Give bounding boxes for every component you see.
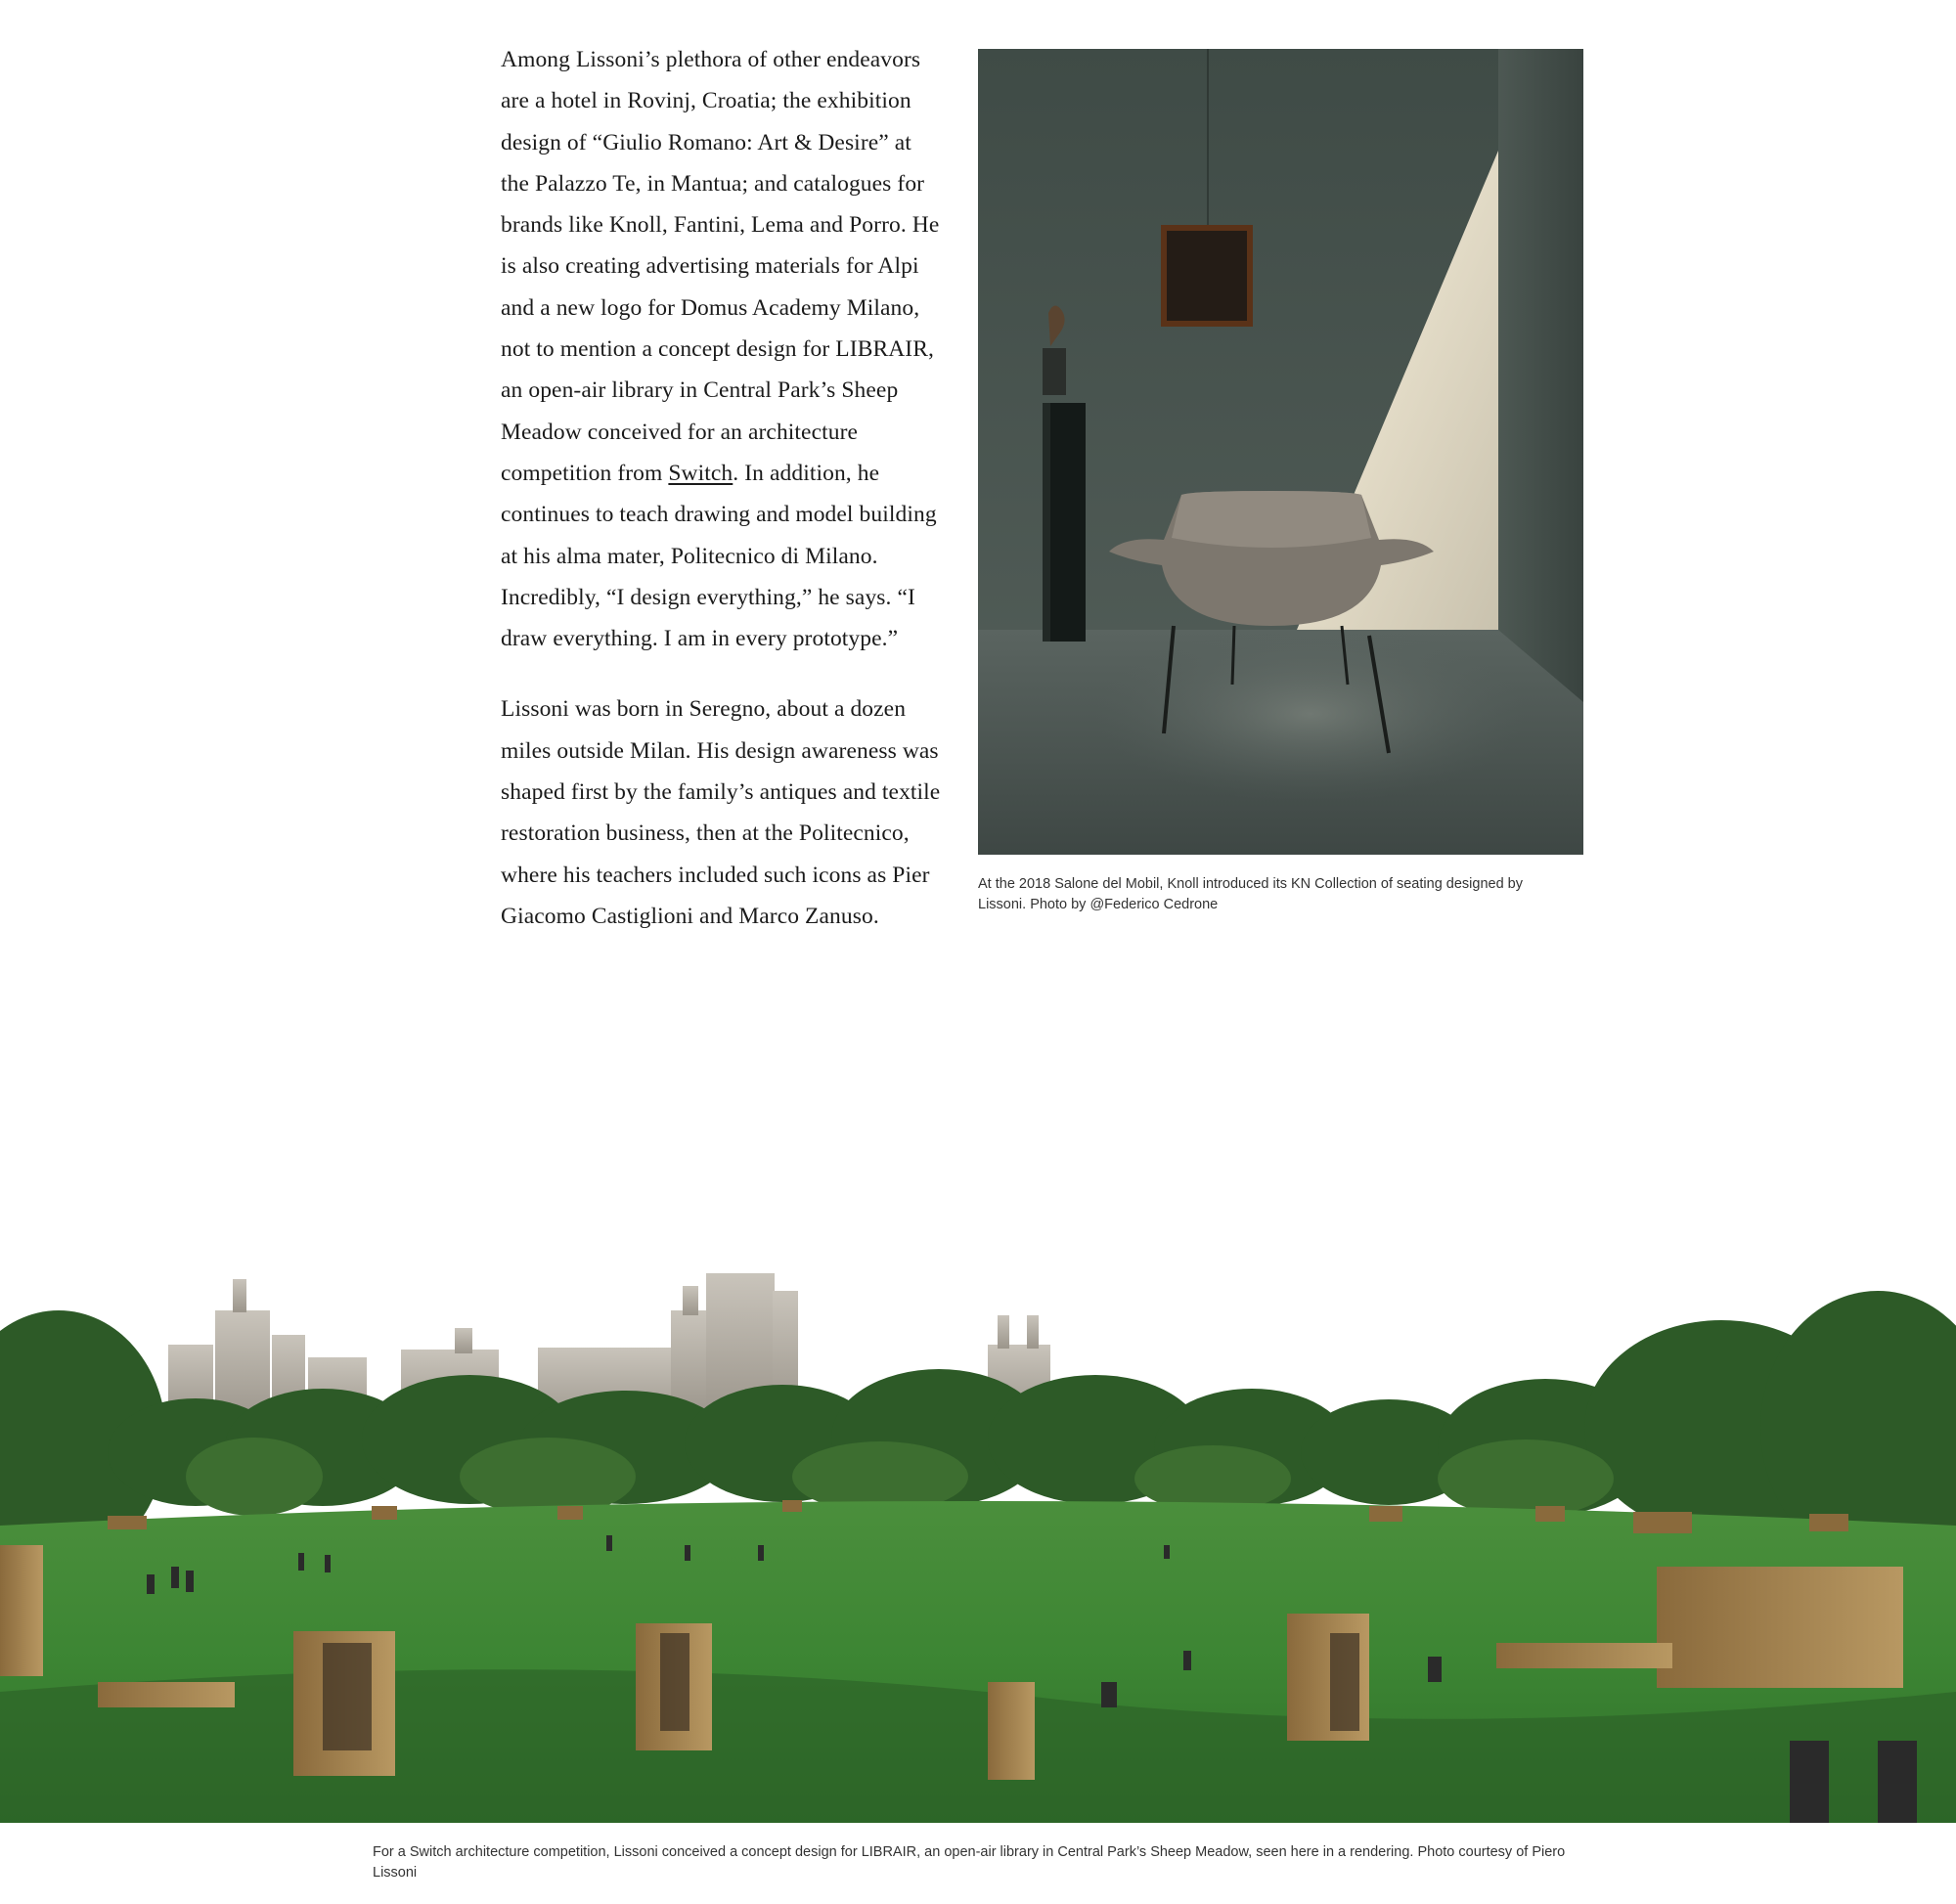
- chair-caption: At the 2018 Salone del Mobil, Knoll introduced its KN Collection of seating designed by Lissoni. Photo by @Federico Cedrone: [978, 876, 1523, 912]
- paragraph-text: . In addition, he continues to teach drawing and model building at his alma mater, Politecnico di Milano. Incredibly, “I design everything,” he says. “I draw everything. I am in every prototype.”: [501, 460, 937, 652]
- park-caption: For a Switch architecture competition, Lissoni conceived a concept design for LIBRAIR, an open-air library in Central Park’s Sheep Meadow, seen here in a rendering. Photo courtesy of Piero Lissoni: [373, 1844, 1566, 1881]
- switch-link[interactable]: Switch: [668, 460, 734, 486]
- park-photo: [0, 1017, 1956, 1823]
- chair-photo: [978, 49, 1583, 855]
- article-paragraph: Lissoni was born in Seregno, about a dozen miles outside Milan. His design awareness was shaped first by the family’s antiques and textile restoration business, then at the Politecnico, where his teachers included such icons as Pier Giacomo Castiglioni and Marco Zanuso.: [501, 696, 941, 929]
- article-text-column: [501, 39, 943, 966]
- article-paragraph: [501, 39, 943, 659]
- paragraph-text: Among Lissoni’s plethora of other endeavors are a hotel in Rovinj, Croatia; the exhibition design of “Giulio Romano: Art & Desire” at the Palazzo Te, in Mantua; and catalogues for brands like Knoll, Fantini, Lema and Porro. He is also creating advertising materials for Alpi and a new logo for Domus Academy Milano, not to mention a concept design for LIBRAIR, an open-air library in Central Park’s Sheep Meadow conceived for an architecture competition from: [501, 47, 940, 486]
- chair-photo-illustration: [978, 49, 1583, 855]
- chair-figure: [978, 49, 1583, 914]
- park-figure: [0, 1017, 1956, 1881]
- park-photo-illustration: [0, 1017, 1956, 1823]
